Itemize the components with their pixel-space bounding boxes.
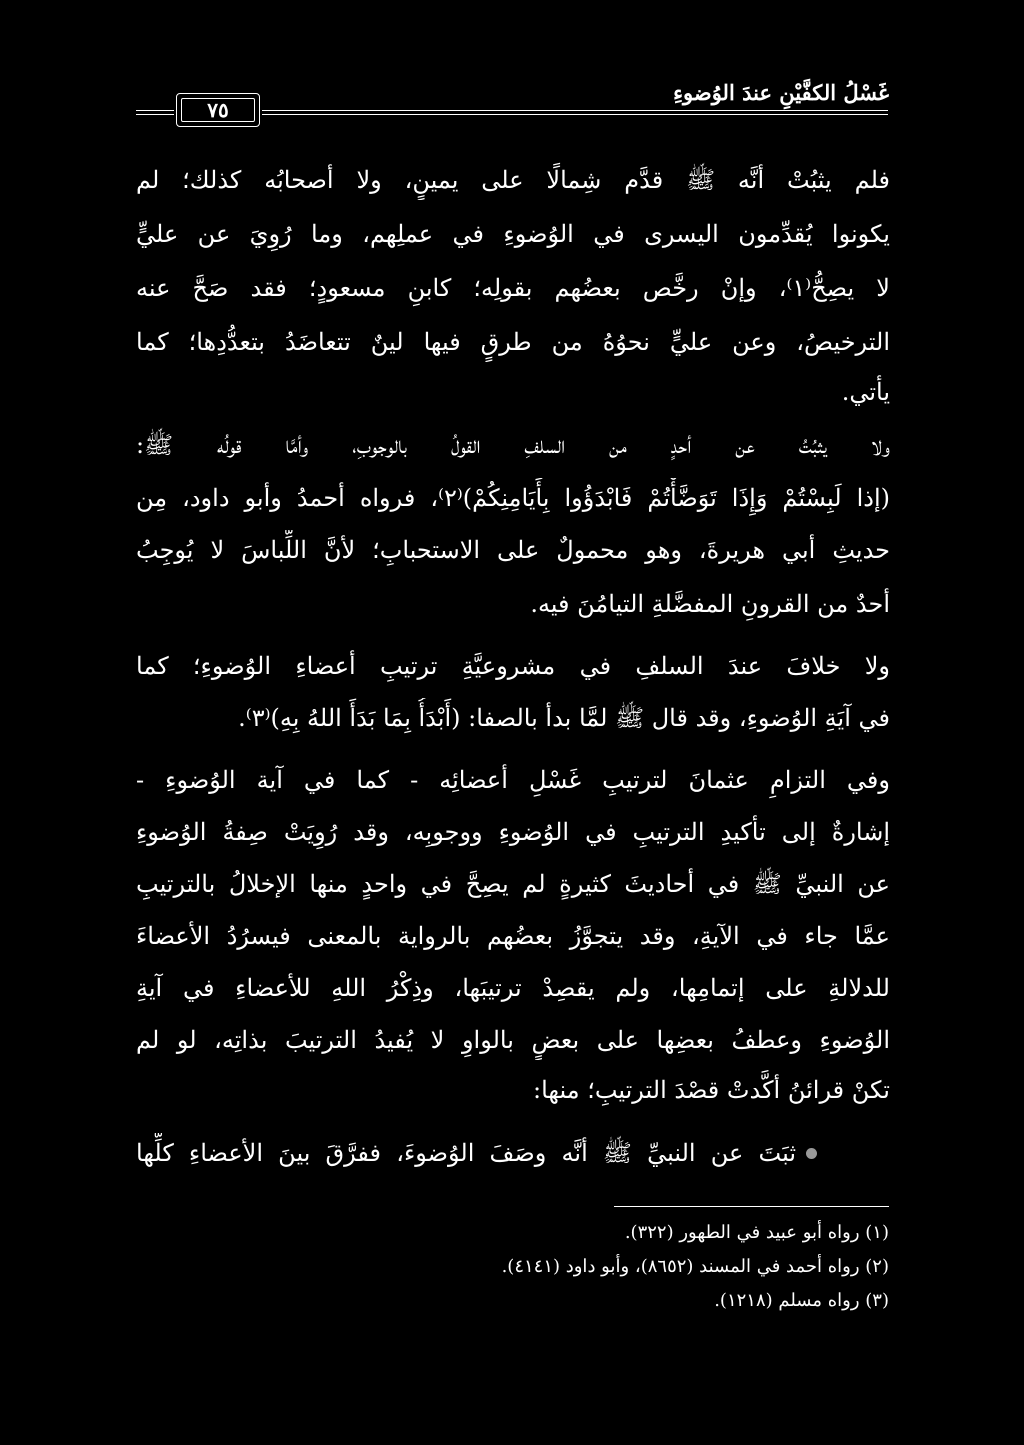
text-line: يأتي. — [841, 378, 890, 406]
text-line: أحدٌ من القرونِ المفضَّلةِ التيامُنَ فيه. — [530, 590, 890, 618]
text-line: عن النبيِّ ﷺ في أحاديثَ كثيرةٍ لم يصِحَّ في واحدٍ منها الإخلالُ بالترتيبِ — [136, 870, 890, 898]
footnote: (١) رواه أبو عبيد في الطهور (٣٢٢). — [624, 1222, 889, 1243]
text-line: وفي التزامِ عثمانَ لترتيبِ غَسْلِ أعضائِه - كما في آية الوُضوءِ - — [136, 766, 890, 794]
page-number — [176, 93, 260, 127]
text-line: ولا يثبُتُ عن أحدٍ من السلفِ القولُ بالوجوبِ، وأمَّا قولُه ﷺ: — [136, 431, 890, 459]
header-title: غَسْلُ الكفَّيْنِ عندَ الوُضوءِ — [673, 80, 889, 105]
bullet-dot-icon — [806, 1148, 817, 1159]
footnote-separator — [614, 1206, 889, 1207]
header-rule-right — [262, 110, 888, 115]
text-line: تكنْ قرائنُ أكَّدتْ قصْدَ الترتيبِ؛ منها: — [533, 1076, 890, 1104]
text-line: الوُضوءِ وعطفُ بعضِها على بعضٍ بالواوِ لا يُفيدُ الترتيبَ بذاتِه، لو لم — [136, 1026, 890, 1054]
text-line: يكونوا يُقدِّمون اليسرى في الوُضوءِ في عملِهم، وما رُوِيَ عن عليٍّ — [136, 220, 890, 248]
text-line: إشارةٌ إلى تأكيدِ الترتيبِ في الوُضوءِ ووجوبِه، وقد رُوِيَتْ صِفةُ الوُضوءِ — [136, 818, 890, 846]
text-line: الترخيصُ، وعن عليٍّ نحوُهُ من طرقٍ فيها لينٌ تتعاضَدُ بتعدُّدِها؛ كما — [136, 328, 890, 356]
text-line: لا يصِحُّ⁽١⁾، وإنْ رخَّص بعضُهم بقولِه؛ كابنِ مسعودٍ؛ فقد صَحَّ عنه — [136, 274, 890, 302]
page-number-text: ٧٥ — [207, 98, 229, 122]
text-line: (إذا لَبِسْتُمْ وَإِذَا تَوَضَّأْتُمْ فَابْدَؤُوا بِأَيَامِنِكُمْ)⁽٢⁾، فرواه أحمدُ وأبو داود، مِن — [136, 484, 890, 512]
text-line: للدلالةِ على إتمامِها، ولم يقصِدْ ترتيبَها، وذِكْرُ اللهِ للأعضاءِ في آيةِ — [136, 974, 890, 1002]
text-line: فلم يثبُتْ أنَّه ﷺ قدَّم شِمالًا على يمينٍ، ولا أصحابُه كذلك؛ لم — [136, 166, 890, 194]
footnote: (٢) رواه أحمد في المسند (٨٦٥٢)، وأبو داود (٤١٤١). — [501, 1256, 889, 1277]
bullet-text-line: ثبَتَ عن النبيِّ ﷺ أنَّه وصَفَ الوُضوءَ، ففرَّقَ بينَ الأعضاءِ كلِّها — [136, 1139, 796, 1167]
footnote: (٣) رواه مسلم (١٢١٨). — [714, 1290, 889, 1311]
text-line: حديثِ أبي هريرةَ، وهو محمولٌ على الاستحبابِ؛ لأنَّ اللِّباسَ لا يُوجِبُ — [136, 536, 890, 564]
text-line: في آيَةِ الوُضوءِ، وقد قال ﷺ لمَّا بدأ بالصفا: (أَبْدَأُ بِمَا بَدَأَ اللهُ بِهِ)⁽٣⁾. — [238, 704, 890, 732]
text-line: عمَّا جاء في الآيةِ، وقد يتجوَّزُ بعضُهم بالرواية بالمعنى فيسرُدُ الأعضاءَ — [136, 922, 890, 950]
text-line: ولا خلافَ عندَ السلفِ في مشروعيَّةِ ترتيبِ أعضاءِ الوُضوءِ؛ كما — [136, 652, 890, 680]
header-rule-left — [136, 110, 174, 115]
